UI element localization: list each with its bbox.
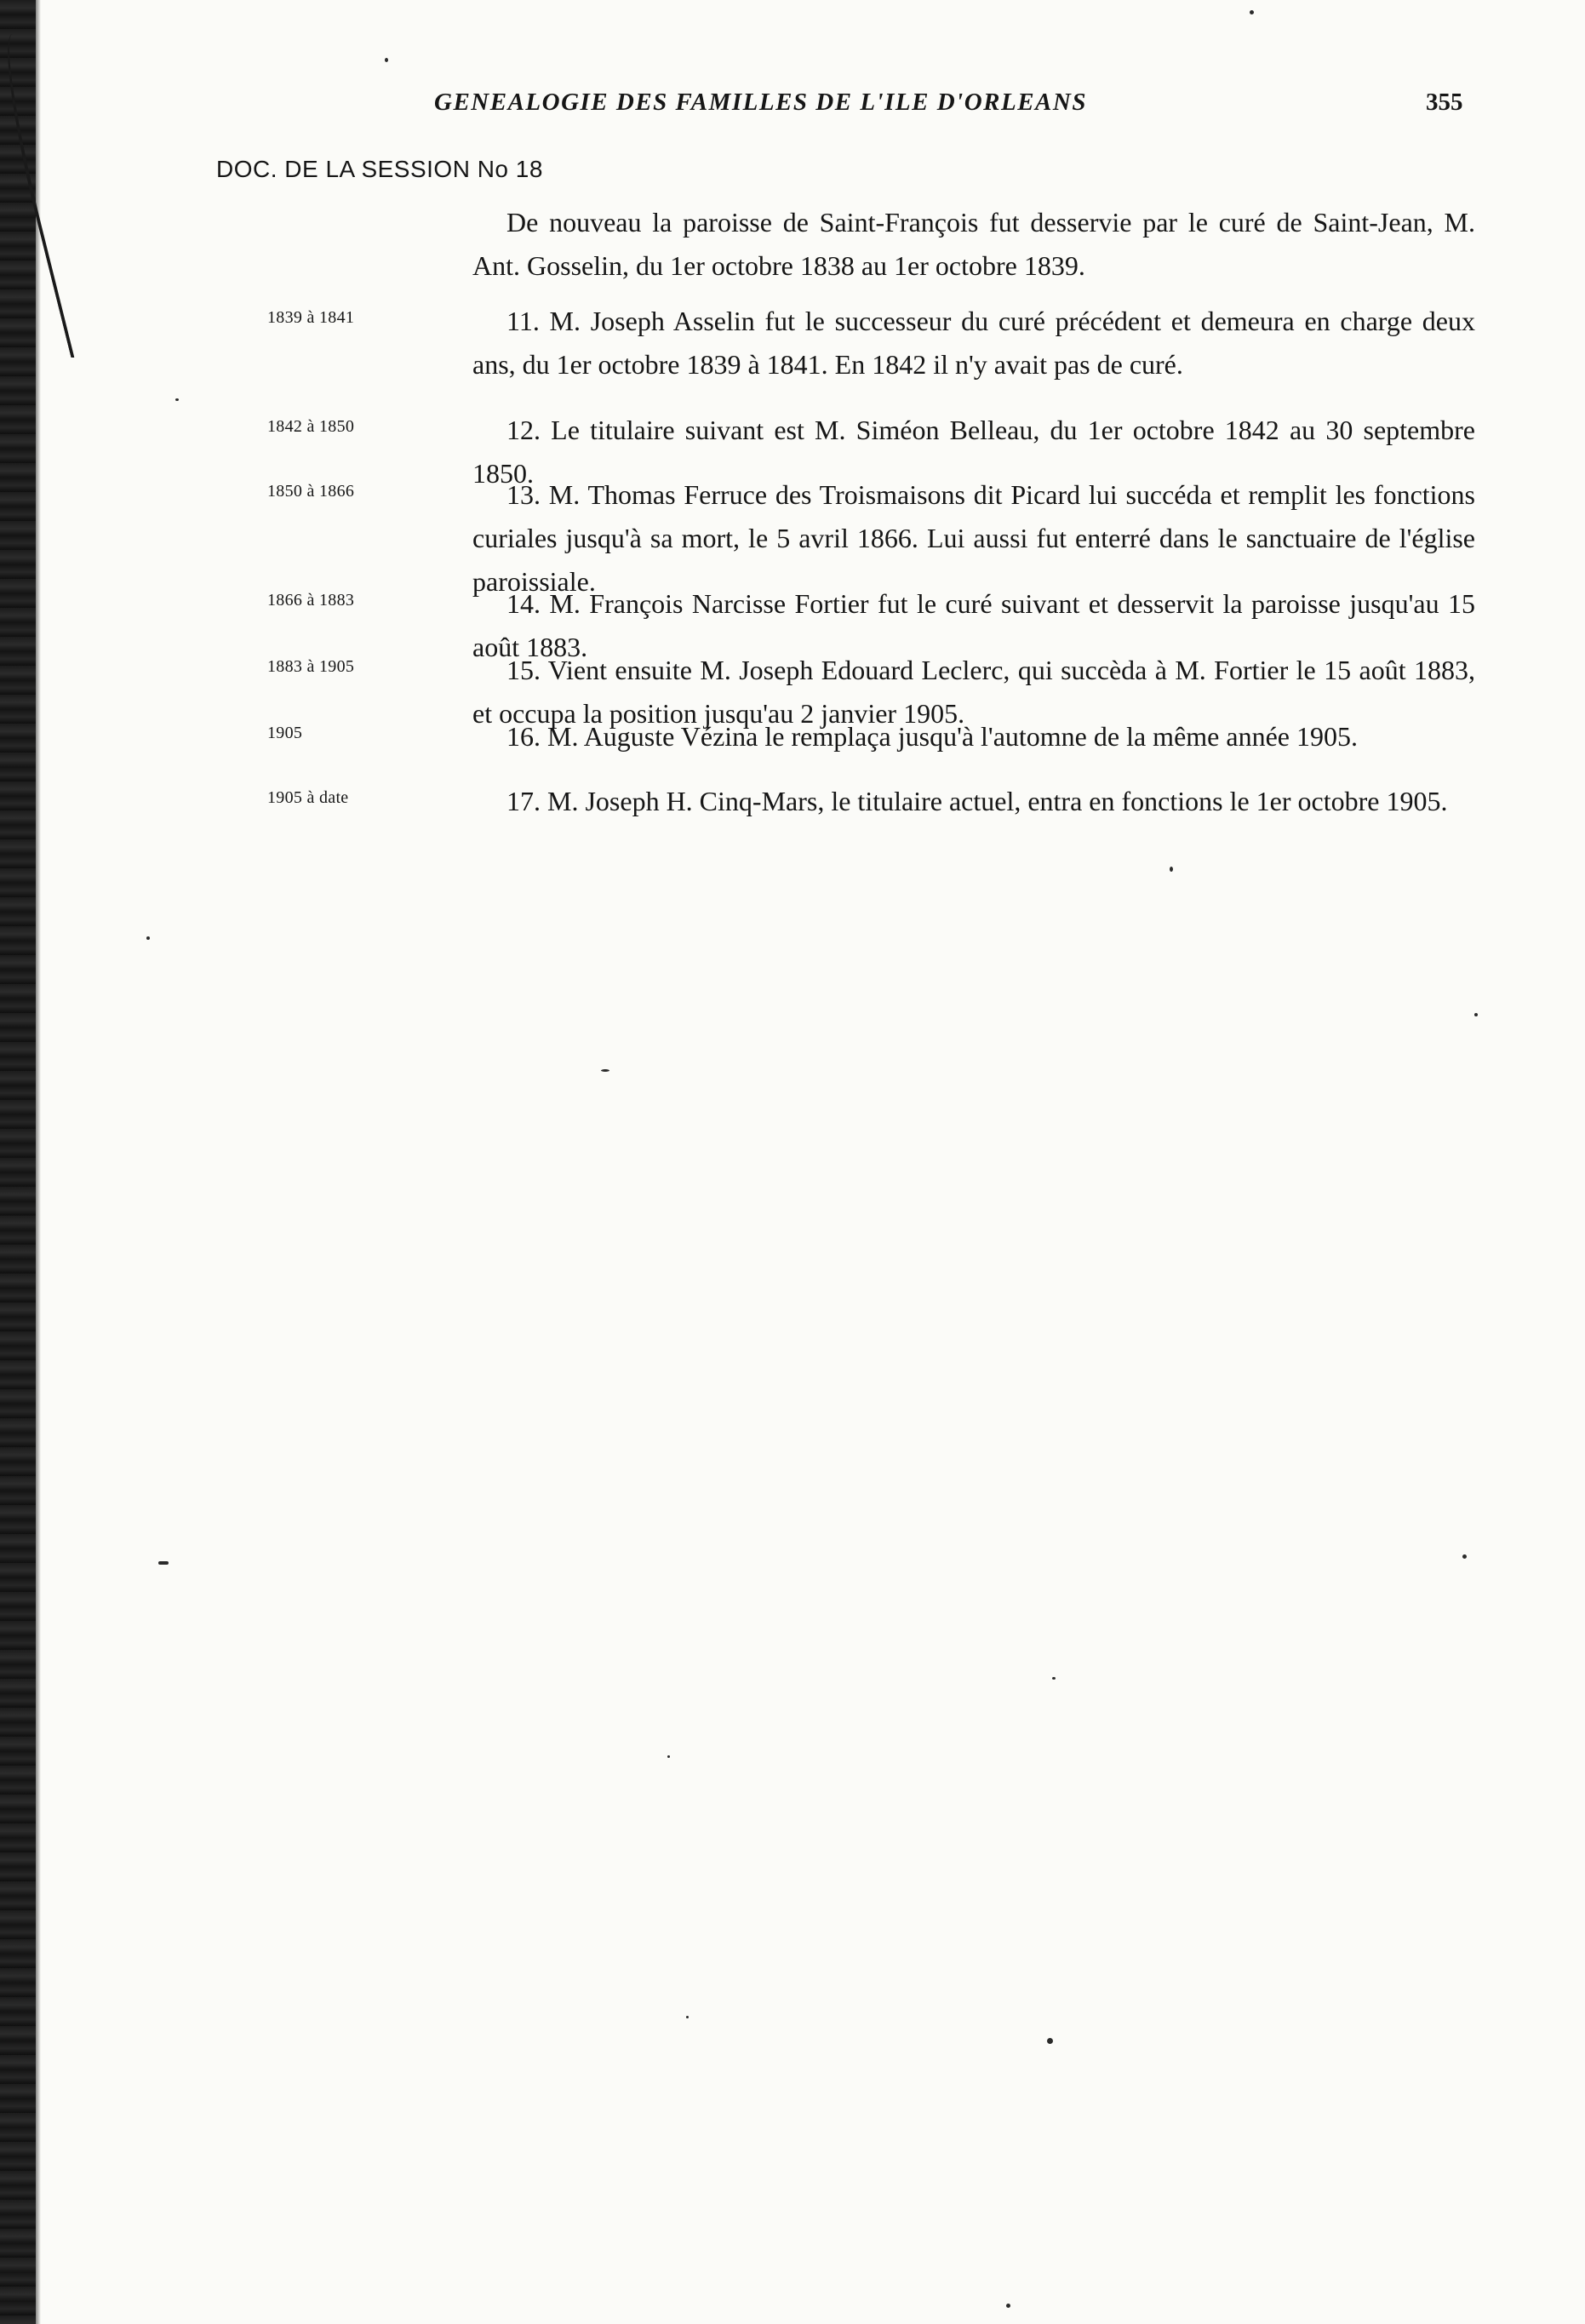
scan-speck — [146, 936, 150, 940]
scan-speck — [1170, 867, 1173, 872]
entry-date: 1842 à 1850 — [267, 417, 355, 436]
document-session-label: DOC. DE LA SESSION No 18 — [216, 156, 543, 182]
scan-speck — [1474, 1013, 1478, 1016]
entry-paragraph: 17. M. Joseph H. Cinq-Mars, le titulaire actuel, entra en fonctions le 1er octobre 1905. — [506, 786, 1448, 816]
intro-paragraph: De nouveau la paroisse de Saint-François fut desservie par le curé de Saint-Jean, M. Ant. Gosselin, du 1er octobre 1838 au 1er octobre 1839. — [472, 207, 1475, 282]
scan-speck — [1250, 10, 1254, 14]
entry-paragraph: 15. Vient ensuite M. Joseph Edouard Leclerc, qui succèda à M. Fortier le 15 août 1883, et occupa la position jusqu'au 2 janvier 1905. — [472, 655, 1475, 730]
entry-paragraph: 13. M. Thomas Ferruce des Troismaisons dit Picard lui succéda et remplit les fonctions curiales jusqu'à sa mort, le 5 avril 1866. Lui aussi fut enterré dans le sanctuaire de l'église paroissiale. — [472, 479, 1475, 598]
page-number: 355 — [1426, 89, 1463, 116]
entry-date: 1866 à 1883 — [267, 591, 355, 610]
entry-paragraph: 16. M. Auguste Vézina le remplaça jusqu'à l'automne de la même année 1905. — [506, 721, 1358, 752]
scan-speck — [1462, 1554, 1467, 1559]
running-title: GENEALOGIE DES FAMILLES DE L'ILE D'ORLEANS — [434, 89, 1087, 116]
scan-speck — [667, 1755, 670, 1758]
scan-speck — [175, 398, 179, 401]
scan-speck — [1006, 2304, 1010, 2308]
entry-date: 1883 à 1905 — [267, 657, 355, 676]
entry-paragraph: 12. Le titulaire suivant est M. Siméon Belleau, du 1er octobre 1842 au 30 septembre 1850. — [472, 415, 1475, 489]
scan-speck — [1047, 2038, 1053, 2044]
scan-speck — [686, 2016, 689, 2018]
entry-date: 1850 à 1866 — [267, 482, 355, 501]
entry-date: 1905 à date — [267, 788, 349, 807]
scan-speck — [158, 1561, 169, 1565]
entry-paragraph: 11. M. Joseph Asselin fut le successeur du curé précédent et demeura en charge deux ans, du 1er octobre 1839 à 1841. En 1842 il n'y avait pas de curé. — [472, 306, 1475, 381]
scan-speck — [385, 58, 388, 62]
entry-paragraph: 14. M. François Narcisse Fortier fut le curé suivant et desservit la paroisse jusqu'au 15 août 1883. — [472, 588, 1475, 663]
binding-edge — [0, 0, 36, 2324]
scan-speck — [601, 1069, 609, 1072]
entry-date: 1905 — [267, 724, 303, 742]
scan-speck — [1052, 1677, 1056, 1680]
entry-date: 1839 à 1841 — [267, 308, 355, 327]
